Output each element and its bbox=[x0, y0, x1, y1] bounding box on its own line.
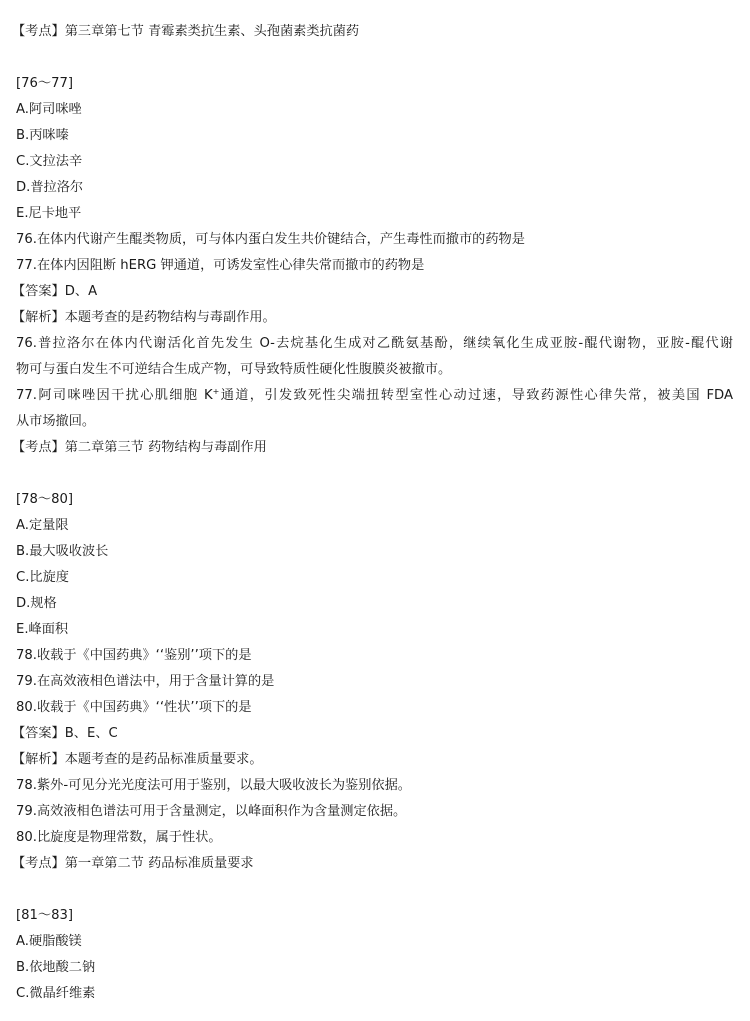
question-78: 78.收载于《中国药典》‘‘鉴别’’项下的是 bbox=[16, 648, 252, 663]
kaodian-line: 【考点】第二章第三节 药物结构与毒副作用 bbox=[12, 440, 267, 455]
analysis-line: 【解析】本题考查的是药品标准质量要求。 bbox=[12, 752, 263, 767]
blank-line bbox=[0, 877, 750, 903]
explanation-77-text-b: 通道，引发致死性尖端扭转型室性心动过速，导致药源性心律失常，被美国 FDA bbox=[219, 388, 734, 403]
kaodian-line: 【考点】第一章第二节 药品标准质量要求 bbox=[12, 856, 254, 871]
question-77: 77.在体内因阻断 hERG 钾通道，可诱发室性心律失常而撤市的药物是 bbox=[16, 258, 425, 273]
explanation-78: 78.紫外-可见分光光度法可用于鉴别，以最大吸收波长为鉴别依据。 bbox=[16, 778, 411, 793]
question-79: 79.在高效液相色谱法中，用于含量计算的是 bbox=[16, 674, 275, 689]
option-c: C.文拉法辛 bbox=[16, 154, 83, 169]
blank-line bbox=[0, 45, 750, 71]
option-a: A.阿司咪唑 bbox=[16, 102, 82, 117]
question-80: 80.收载于《中国药典》‘‘性状’’项下的是 bbox=[16, 700, 252, 715]
blank-line bbox=[0, 461, 750, 487]
question-range: [78～80] bbox=[16, 492, 74, 507]
explanation-76-line-1: 76.普拉洛尔在体内代谢活化首先发生 O-去烷基化生成对乙酰氨基酚，继续氧化生成亚胺-醌代谢物，亚胺-醌代谢 bbox=[16, 336, 733, 351]
answer-line: 【答案】D、A bbox=[12, 284, 98, 299]
option-c: C.微晶纤维素 bbox=[16, 986, 96, 1001]
explanation-77-text-a: 77.阿司咪唑因干扰心肌细胞 K bbox=[16, 388, 213, 403]
option-d: D.普拉洛尔 bbox=[16, 180, 84, 195]
potassium-superscript: + bbox=[212, 387, 220, 396]
option-d: D.规格 bbox=[16, 596, 57, 611]
answer-line: 【答案】B、E、C bbox=[12, 726, 118, 741]
question-range: [81～83] bbox=[16, 908, 74, 923]
explanation-79: 79.高效液相色谱法可用于含量测定，以峰面积作为含量测定依据。 bbox=[16, 804, 407, 819]
option-b: B.依地酸二钠 bbox=[16, 960, 96, 975]
question-76: 76.在体内代谢产生醌类物质，可与体内蛋白发生共价键结合，产生毒性而撤市的药物是 bbox=[16, 232, 525, 247]
explanation-76-line-2: 物可与蛋白发生不可逆结合生成产物，可导致特质性硬化性腹膜炎被撤市。 bbox=[16, 362, 452, 377]
question-range: [76～77] bbox=[16, 76, 74, 91]
explanation-77-line-1 bbox=[0, 383, 750, 409]
option-b: B.最大吸收波长 bbox=[16, 544, 109, 559]
option-c: C.比旋度 bbox=[16, 570, 69, 585]
option-e: E.峰面积 bbox=[16, 622, 69, 637]
document-page bbox=[0, 19, 750, 1007]
option-e: E.尼卡地平 bbox=[16, 206, 82, 221]
explanation-80: 80.比旋度是物理常数，属于性状。 bbox=[16, 830, 222, 845]
kaodian-line: 【考点】第三章第七节 青霉素类抗生素、头孢菌素类抗菌药 bbox=[12, 24, 360, 39]
option-a: A.定量限 bbox=[16, 518, 69, 533]
explanation-77-line-2: 从市场撤回。 bbox=[16, 414, 96, 429]
option-b: B.丙咪嗪 bbox=[16, 128, 69, 143]
analysis-line: 【解析】本题考查的是药物结构与毒副作用。 bbox=[12, 310, 276, 325]
option-a: A.硬脂酸镁 bbox=[16, 934, 82, 949]
